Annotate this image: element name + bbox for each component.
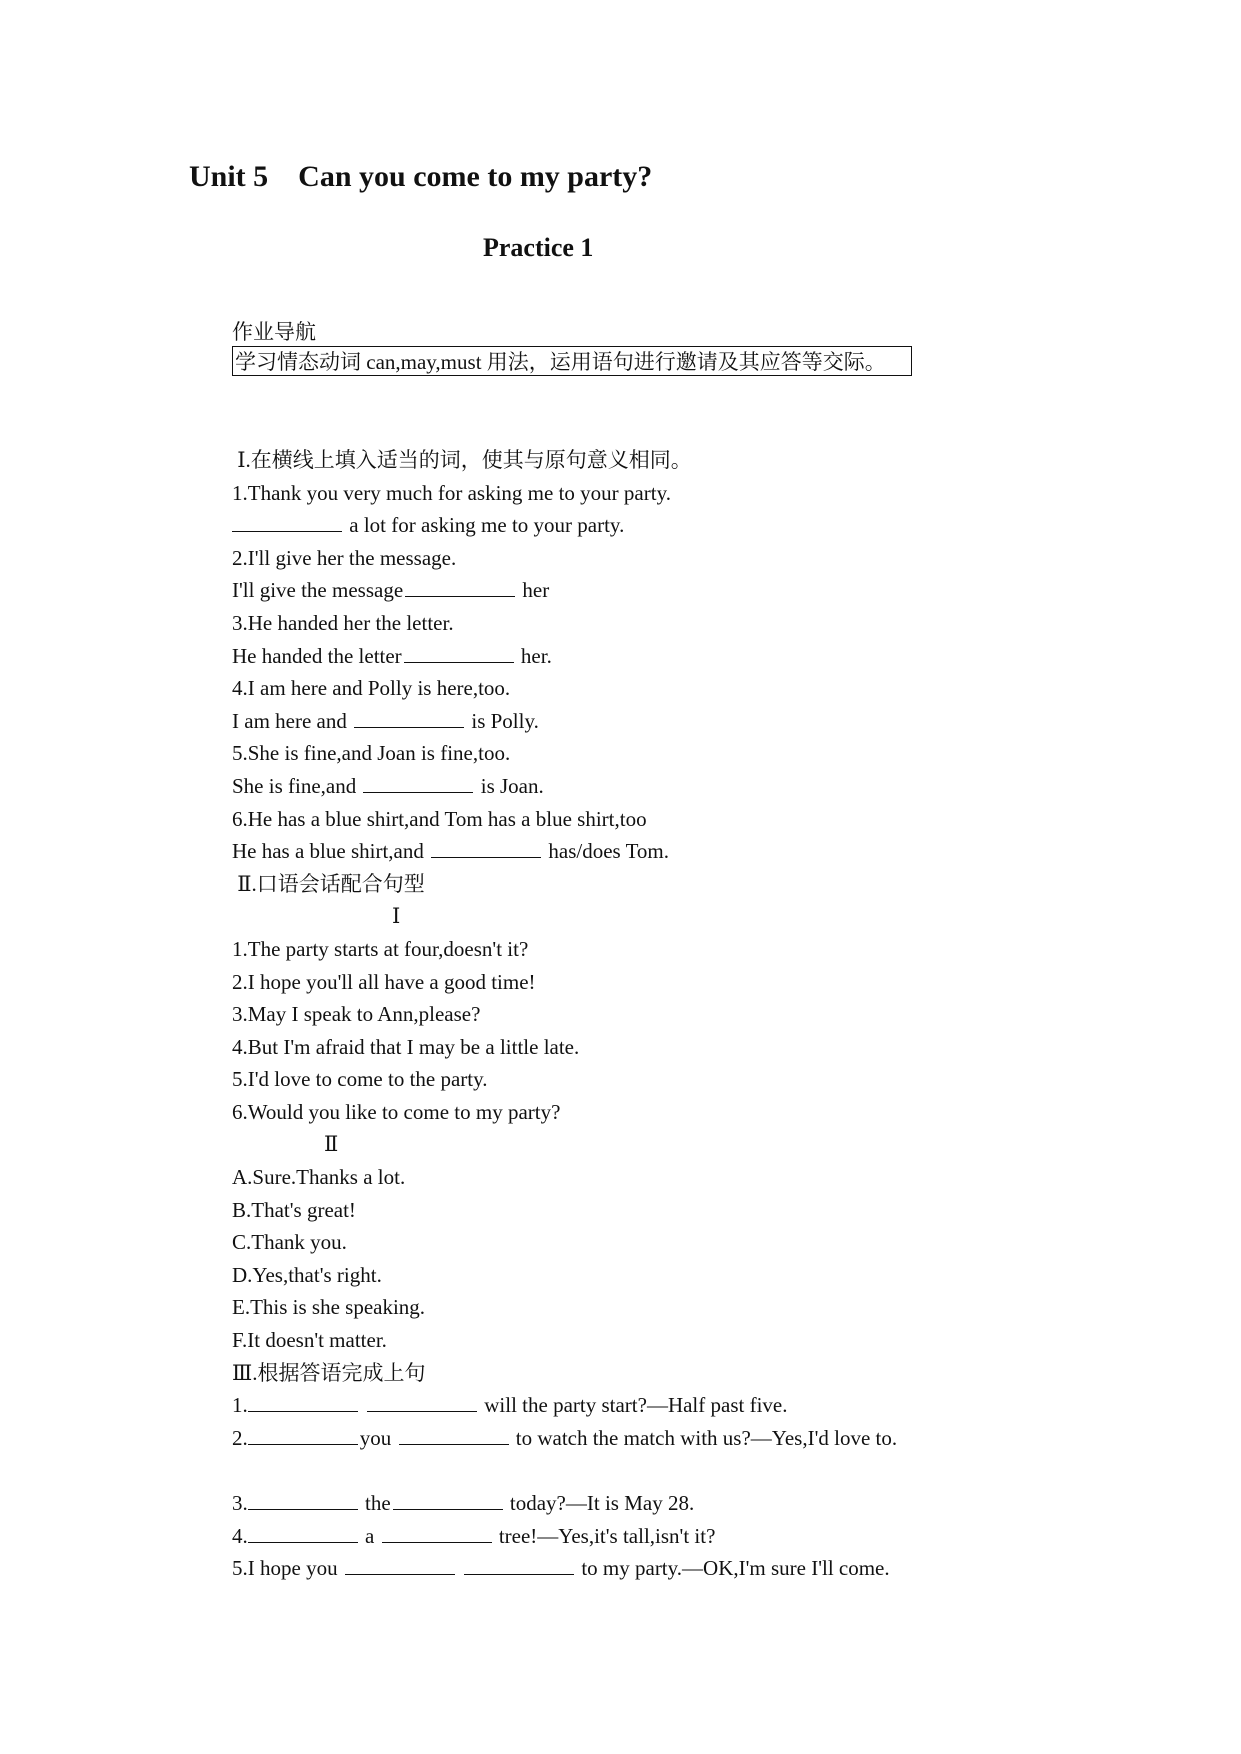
column1-label: Ⅰ: [392, 904, 401, 929]
exercise-content: [232, 444, 1192, 1585]
answer-blank[interactable]: [382, 1522, 492, 1543]
s3-line-1: 1. will the party start?—Half past five.: [232, 1393, 788, 1418]
answer-blank[interactable]: [431, 837, 541, 858]
answer-blank[interactable]: [464, 1554, 574, 1575]
s1-answer-6: He has a blue shirt,and has/does Tom.: [232, 839, 670, 864]
homework-guide-box: 学习情态动词 can,may,must 用法，运用语句进行邀请及其应答等交际。: [232, 346, 912, 376]
col1-item: 3.May I speak to Ann,please?: [232, 1002, 481, 1027]
answer-blank[interactable]: [363, 772, 473, 793]
s1-answer-2: I'll give the message her: [232, 578, 550, 603]
col2-item: B.That's great!: [232, 1197, 356, 1222]
answer-blank[interactable]: [248, 1424, 358, 1445]
col1-item: 1.The party starts at four,doesn't it?: [232, 936, 529, 961]
unit-title: Unit 5 Can you come to my party?: [189, 160, 653, 193]
answer-blank[interactable]: [367, 1391, 477, 1412]
col1-item: 4.But I'm afraid that I may be a little late.: [232, 1034, 580, 1059]
answer-blank[interactable]: [354, 707, 464, 728]
col2-item: D.Yes,that's right.: [232, 1262, 382, 1287]
answer-blank[interactable]: [345, 1554, 455, 1575]
col2-item: A.Sure.Thanks a lot.: [232, 1165, 406, 1190]
practice-subtitle: Practice 1: [483, 233, 594, 262]
answer-blank[interactable]: [404, 642, 514, 663]
answer-blank[interactable]: [232, 511, 342, 532]
section3-heading: Ⅲ.根据答语完成上句: [232, 1360, 426, 1385]
s3-line-4: 4. a tree!—Yes,it's tall,isn't it?: [232, 1523, 716, 1548]
s1-question-5: 5.She is fine,and Joan is fine,too.: [232, 741, 511, 766]
section1-heading: Ⅰ.在横线上填入适当的词，使其与原句意义相同。: [232, 448, 692, 472]
section2-heading: Ⅱ.口语会话配合句型: [232, 871, 425, 896]
s3-line-2: 2. you to watch the match with us?—Yes,I'd love to.: [232, 1425, 898, 1450]
answer-blank[interactable]: [248, 1391, 358, 1412]
homework-guide-label: 作业导航: [232, 320, 316, 344]
answer-blank[interactable]: [248, 1522, 358, 1543]
s1-question-2: 2.I'll give her the message.: [232, 545, 457, 570]
s1-answer-4: I am here and is Polly.: [232, 708, 539, 733]
s1-question-3: 3.He handed her the letter.: [232, 610, 454, 635]
col1-item: 2.I hope you'll all have a good time!: [232, 969, 536, 994]
s1-answer-5: She is fine,and is Joan.: [232, 773, 544, 798]
spacer: [232, 1454, 1192, 1487]
answer-blank[interactable]: [393, 1489, 503, 1510]
col2-item: F.It doesn't matter.: [232, 1328, 387, 1353]
answer-blank[interactable]: [248, 1489, 358, 1510]
s1-question-1: 1.Thank you very much for asking me to your party.: [232, 480, 671, 505]
s1-question-6: 6.He has a blue shirt,and Tom has a blue shirt,too: [232, 806, 647, 831]
s1-answer-1: a lot for asking me to your party.: [232, 509, 1192, 542]
col1-item: 6.Would you like to come to my party?: [232, 1099, 561, 1124]
col1-item: 5.I'd love to come to the party.: [232, 1067, 488, 1092]
col2-item: C.Thank you.: [232, 1230, 347, 1255]
column2-label: Ⅱ: [324, 1132, 339, 1157]
col2-item: E.This is she speaking.: [232, 1295, 426, 1320]
answer-blank[interactable]: [405, 576, 515, 597]
s1-question-4: 4.I am here and Polly is here,too.: [232, 676, 511, 701]
s3-line-5: 5.I hope you to my party.—OK,I'm sure I'll come.: [232, 1556, 890, 1581]
s3-line-3: 3. the today?—It is May 28.: [232, 1491, 695, 1515]
s1-answer-3: He handed the letter her.: [232, 643, 552, 668]
answer-blank[interactable]: [399, 1424, 509, 1445]
